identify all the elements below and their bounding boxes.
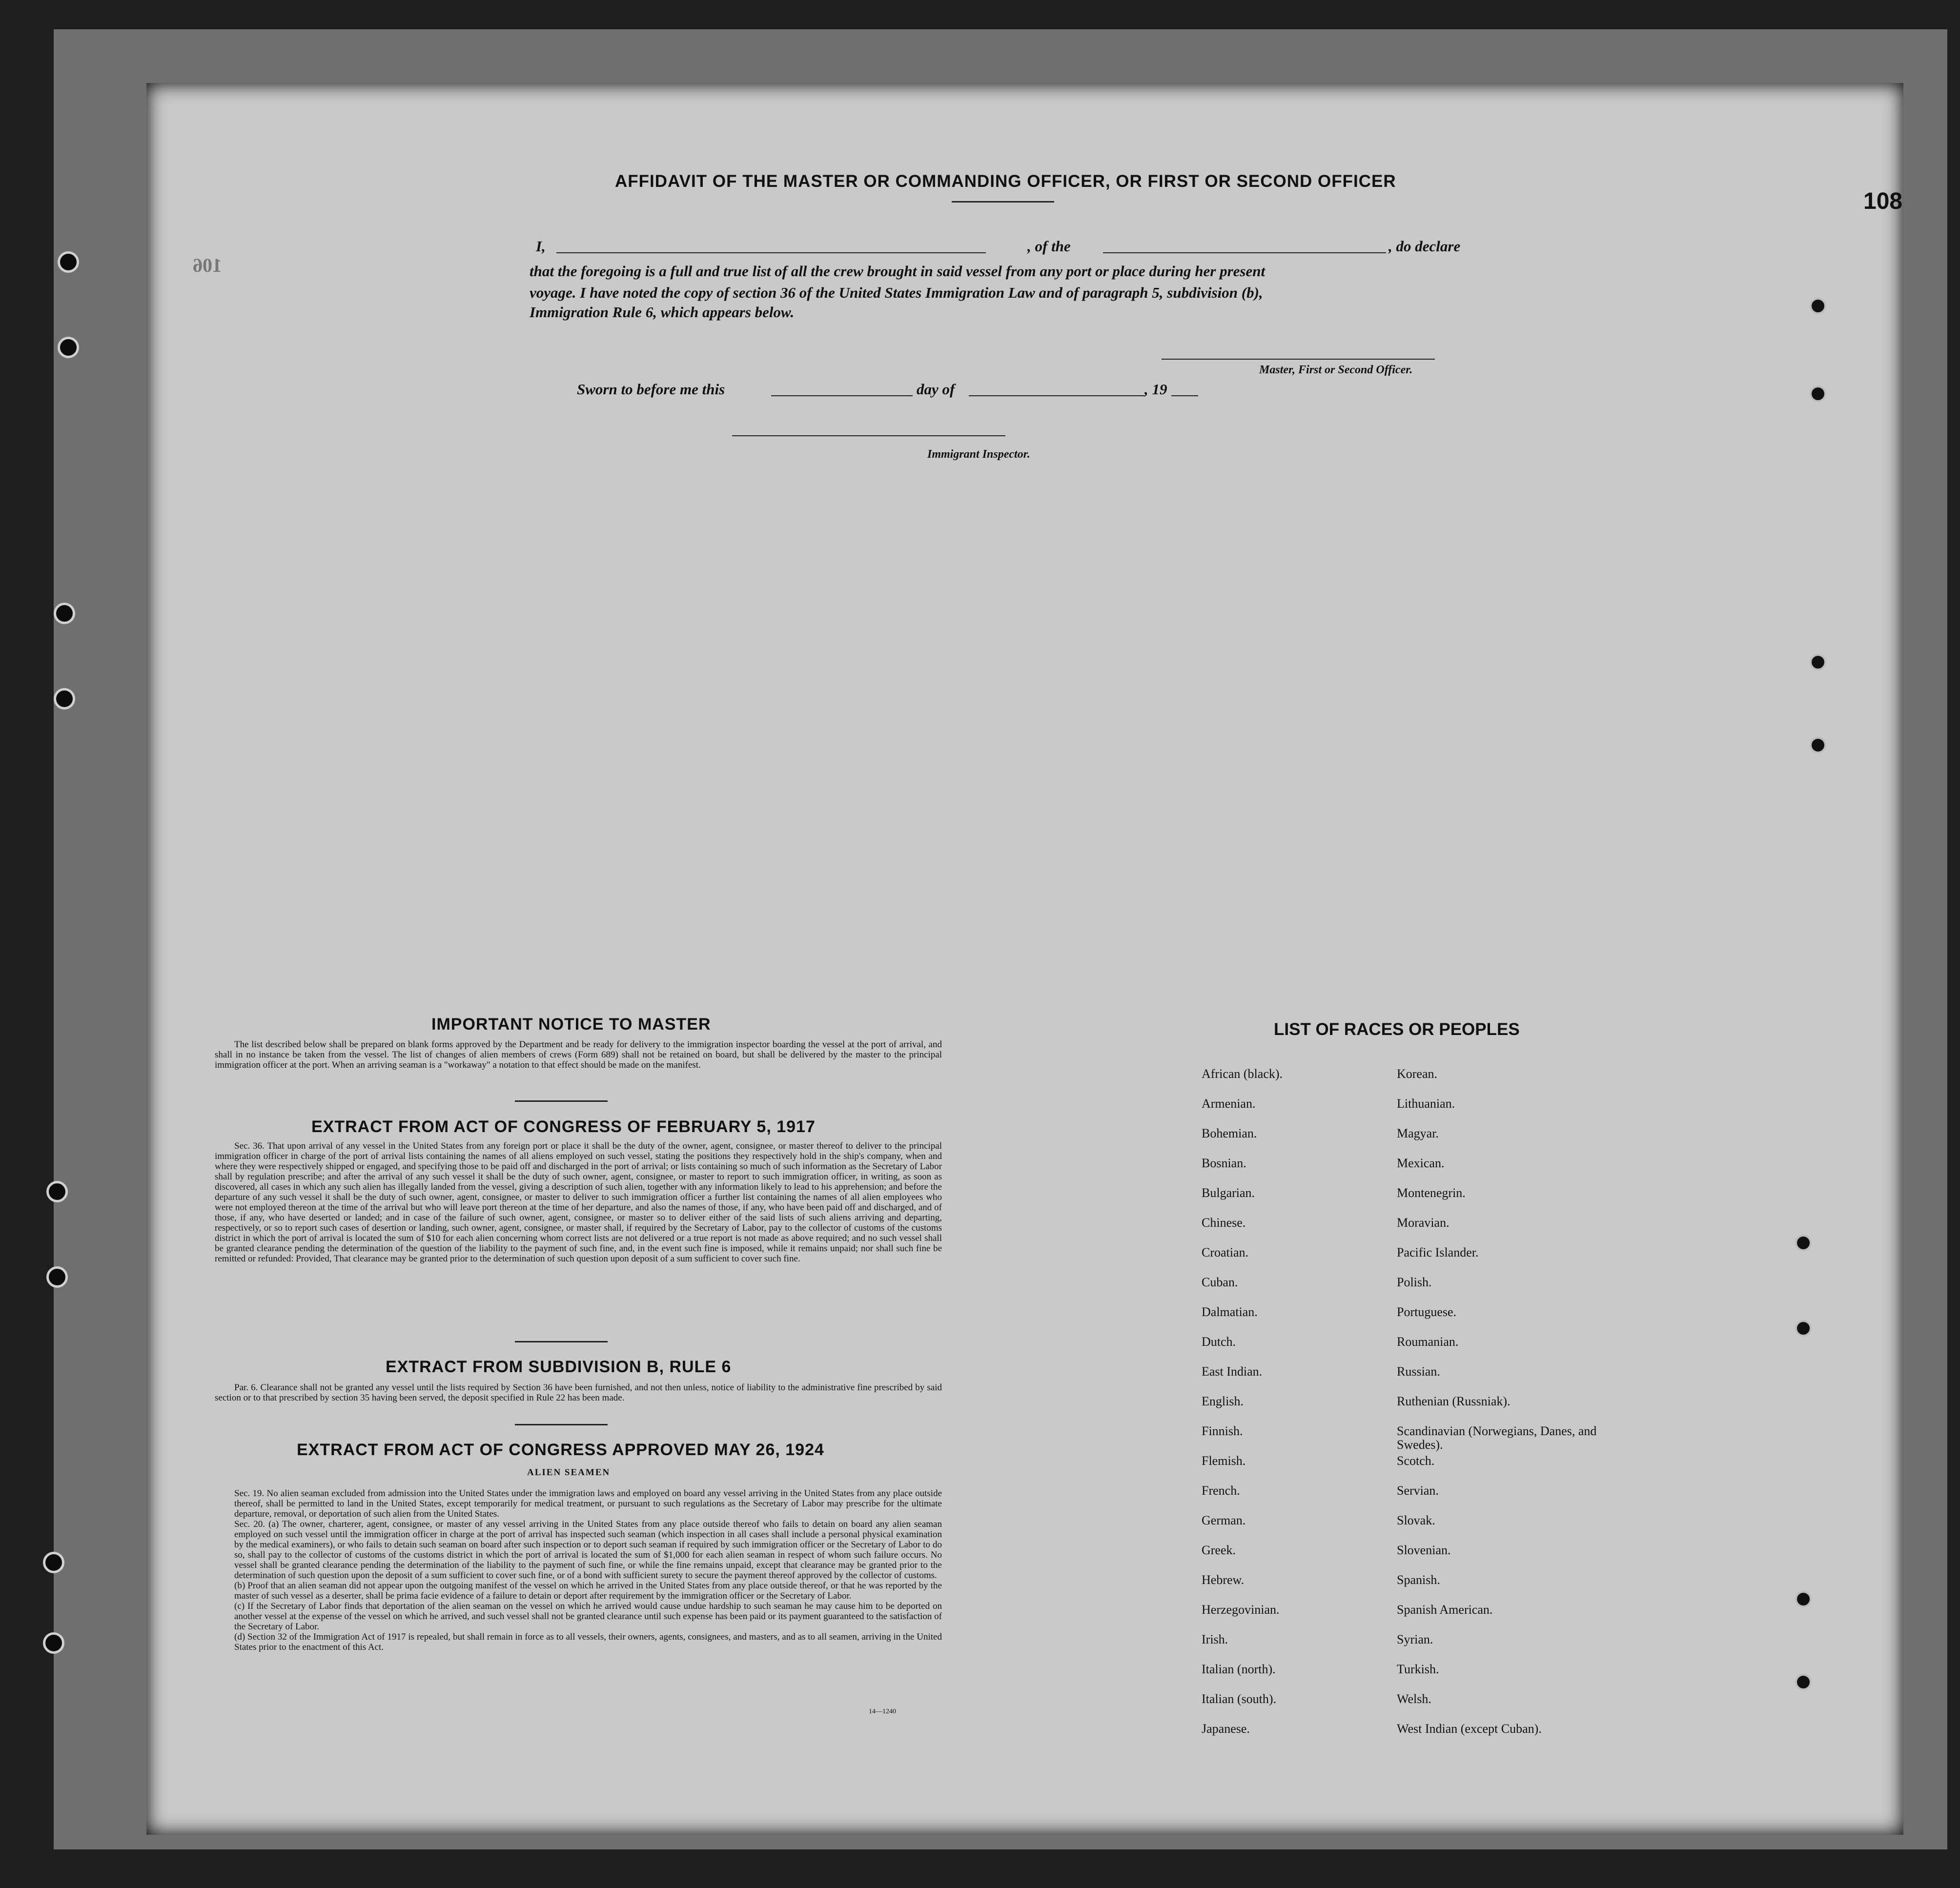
race-item: Herzegovinian. bbox=[1202, 1603, 1280, 1617]
race-item: Greek. bbox=[1202, 1543, 1236, 1557]
edge-hole bbox=[1810, 386, 1826, 402]
master-signature-line bbox=[1162, 359, 1435, 360]
race-item: Polish. bbox=[1397, 1275, 1432, 1289]
form-code: 14—1240 bbox=[869, 1708, 896, 1715]
sec-20c-paragraph: (c) If the Secretary of Labor finds that deportation of the alien seaman on the vessel on which he arrived would cause undue hardship to such seaman he may cause him to be deported on another vessel at the expense of the vessel on which he arrived, and such vessel shall not be granted clearance until such expense has been paid or its payment guaranteed to the satisfaction of the Secretary of Labor. bbox=[234, 1601, 942, 1632]
section-divider bbox=[515, 1100, 608, 1102]
master-signature-label: Master, First or Second Officer. bbox=[1259, 364, 1413, 376]
extract-1917-body: Sec. 36. That upon arrival of any vessel in the United States from any foreign port or place it shall be the duty of the owner, agent, consignee, or master thereof to deliver to the principal immigration officer in charge of the port of arrival lists containing the names of all aliens employed on such vessel, stating the positions they respectively hold in the ship's company, when and where they were respectively shipped or engaged, and specifying those to be paid off and discharged in the port of arrival; or lists containing so much of such information as the Secretary of Labor shall by regulation prescribe; and after the arrival of any such vessel it shall be the duty of such owner, agent, consignee, or master to report to such immigration officer, in writing, as soon as discovered, all cases in which any such alien has illegally landed from the vessel, giving a description of such alien, together with any information likely to lead to his apprehension; and before the departure of any such vessel it shall be the duty of such owner, agent, consignee, or master to deliver to such immigration officer a further list containing the names of all alien employees who were not employed thereon at the time of the arrival but who will leave port thereon at the time of her departure, and also the names of those, if any, who have been paid off and discharged, and of those, if any, who have deserted or landed; and in case of the failure of such owner, agent, consignee, or master so to deliver either of the said lists of such aliens arriving and departing, respectively, or so to report such cases of desertion or landing, such owner, agent, consignee, or master shall, if required by the Secretary of Labor, pay to the collector of customs of the customs district in which the port of arrival is located the sum of $10 for each alien concerning whom correct lists are not delivered or a true report is not made as above required; and no such vessel shall be granted clearance pending the determination of the question of the liability to the payment of such fine, and, in the event such fine is imposed, while it remains unpaid; nor shall such fine be remitted or refunded: Provided, That clearance may be granted prior to the determination of such question upon deposit of a sum sufficient to cover such fine. bbox=[215, 1141, 942, 1264]
race-item: Slovenian. bbox=[1397, 1543, 1451, 1557]
extract-rule6-title: EXTRACT FROM SUBDIVISION B, RULE 6 bbox=[386, 1358, 732, 1376]
binder-hole bbox=[46, 1181, 68, 1202]
race-item: Syrian. bbox=[1397, 1632, 1433, 1646]
sworn-day-line bbox=[771, 395, 913, 396]
section-divider bbox=[515, 1424, 608, 1425]
races-right-column bbox=[1397, 1067, 1626, 1752]
binder-hole bbox=[43, 1632, 64, 1654]
inspector-signature-line bbox=[732, 435, 1005, 436]
race-item: Cuban. bbox=[1202, 1275, 1238, 1289]
race-item: English. bbox=[1202, 1394, 1244, 1408]
race-item: German. bbox=[1202, 1513, 1246, 1527]
sec-20b-paragraph: (b) Proof that an alien seaman did not appear upon the outgoing manifest of the vessel on which he arrived in the United States from any place outside thereof, or that he was reported by the master of such vessel as a deserter, shall be prima facie evidence of a failure to detain or deport after requirement by the immigration officer or the Secretary of Labor. bbox=[234, 1581, 942, 1601]
affidavit-title: AFFIDAVIT OF THE MASTER OR COMMANDING OFFICER, OR FIRST OR SECOND OFFICER bbox=[615, 172, 1396, 191]
page-number: 108 bbox=[1863, 188, 1903, 214]
sec-20a-paragraph: Sec. 20. (a) The owner, charterer, agent, consignee, or master of any vessel arriving in the United States from any place outside thereof who fails to detain on board any alien seaman employed on such vessel until the immigration officer in charge at the port of arrival has inspected such seaman (which inspection in all cases shall include a personal physical examination by the medical examiners), or who fails to detain such seaman on board after such inspection or to deport such seaman if required by such immigration officer or the Secretary of Labor to do so, shall pay to the collector of customs of the customs district in which the port of arrival is located the sum of $1,000 for each alien seaman in respect of whom such failure occurs. No vessel shall be granted clearance pending the determination of the liability to the payment of such fine, or while the fine remains unpaid, except that clearance may be granted prior to the determination of such question upon the deposit of a sum sufficient to cover such fine, or of a bond with sufficient surety to secure the payment thereof approved by the collector of customs. bbox=[234, 1519, 942, 1581]
extract-1917-title: EXTRACT FROM ACT OF CONGRESS OF FEBRUARY 5, 1917 bbox=[311, 1117, 816, 1136]
race-item: Russian. bbox=[1397, 1364, 1440, 1379]
sworn-prefix: Sworn to before me this bbox=[577, 381, 725, 398]
race-item: Welsh. bbox=[1397, 1692, 1431, 1706]
race-item: Bosnian. bbox=[1202, 1156, 1246, 1170]
binder-hole bbox=[54, 603, 75, 624]
race-item: Spanish American. bbox=[1397, 1603, 1493, 1617]
extract-1924-body bbox=[215, 1488, 942, 1652]
race-item: Lithuanian. bbox=[1397, 1096, 1455, 1111]
sec-20d-paragraph: (d) Section 32 of the Immigration Act of 1917 is repealed, but shall remain in force as to all vessels, their owners, agents, consignees, and masters, and as to all seamen, arriving in the United States prior to the enactment of this Act. bbox=[234, 1632, 942, 1652]
extract-1924-subtitle: ALIEN SEAMEN bbox=[527, 1467, 611, 1478]
title-underline bbox=[952, 201, 1054, 203]
binder-hole bbox=[58, 337, 79, 358]
race-item: Slovak. bbox=[1397, 1513, 1435, 1527]
edge-hole bbox=[1795, 1320, 1812, 1337]
race-item: Hebrew. bbox=[1202, 1573, 1245, 1587]
race-item: Armenian. bbox=[1202, 1096, 1256, 1111]
race-item: Spanish. bbox=[1397, 1573, 1440, 1587]
sworn-month-line bbox=[969, 395, 1144, 396]
binder-hole bbox=[43, 1552, 64, 1573]
inspector-signature-label: Immigrant Inspector. bbox=[927, 448, 1030, 461]
race-item: Japanese. bbox=[1202, 1722, 1250, 1736]
race-item: Roumanian. bbox=[1397, 1335, 1459, 1349]
sec-19-paragraph: Sec. 19. No alien seaman excluded from admission into the United States under the immigration laws and employed on board any vessel arriving in the United States from any place outside thereof, shall be permitted to land in the United States, except temporarily for medical treatment, or pursuant to such regulations as the Secretary of Labor may prescribe for the ultimate departure, removal, or deportation of such alien from the United States. bbox=[234, 1488, 942, 1519]
binder-hole bbox=[46, 1266, 68, 1288]
extract-rule6-body: Par. 6. Clearance shall not be granted any vessel until the lists required by Section 36 have been furnished, and not then unless, notice of liability to the administrative fine prescribed by said section or to that prescribed by section 35 having been served, the deposit specified in Rule 22 has been made. bbox=[215, 1382, 942, 1403]
sworn-day-of: day of bbox=[917, 381, 955, 398]
edge-hole bbox=[1810, 737, 1826, 753]
race-item: Moravian. bbox=[1397, 1216, 1450, 1230]
edge-hole bbox=[1795, 1674, 1812, 1690]
race-item: Ruthenian (Russniak). bbox=[1397, 1394, 1511, 1408]
race-item: Magyar. bbox=[1397, 1126, 1439, 1140]
declaration-line-4: Immigration Rule 6, which appears below. bbox=[530, 304, 795, 321]
race-item: Flemish. bbox=[1202, 1454, 1246, 1468]
race-item: Mexican. bbox=[1397, 1156, 1445, 1170]
bleed-through-number: 106 bbox=[193, 254, 222, 276]
binder-hole bbox=[54, 688, 75, 710]
notice-body: The list described below shall be prepared on blank forms approved by the Department and be ready for delivery to the immigration inspector boarding the vessel at the port of arrival, and shall in no instance be taken from the vessel. The list of changes of alien members of crews (Form 689) shall not be retained on board, but shall be delivered by the master to the principal immigration officer at the port. When an arriving seaman is a "workaway" a notation to that effect should be made on the manifest. bbox=[215, 1039, 942, 1070]
race-item: Korean. bbox=[1397, 1067, 1438, 1081]
vessel-of-the: , of the bbox=[1027, 238, 1071, 255]
race-item: Irish. bbox=[1202, 1632, 1228, 1646]
declaration-line-3: voyage. I have noted the copy of section 36 of the United States Immigration Law and of paragraph 5, subdivision (b), bbox=[530, 284, 1263, 301]
race-item: Pacific Islander. bbox=[1397, 1245, 1479, 1259]
race-item: Italian (south). bbox=[1202, 1692, 1277, 1706]
edge-hole bbox=[1795, 1591, 1812, 1607]
sworn-year: , 19 bbox=[1144, 381, 1167, 398]
race-item: Portuguese. bbox=[1397, 1305, 1457, 1319]
race-item: French. bbox=[1202, 1483, 1240, 1498]
race-item: West Indian (except Cuban). bbox=[1397, 1722, 1542, 1736]
declarant-prefix: I, bbox=[536, 238, 546, 255]
vessel-name-line bbox=[1103, 252, 1386, 253]
notice-title: IMPORTANT NOTICE TO MASTER bbox=[431, 1015, 711, 1034]
race-item: Bulgarian. bbox=[1202, 1186, 1255, 1200]
race-item: Dutch. bbox=[1202, 1335, 1236, 1349]
race-item: East Indian. bbox=[1202, 1364, 1263, 1379]
race-item: Montenegrin. bbox=[1397, 1186, 1466, 1200]
race-item: Turkish. bbox=[1397, 1662, 1439, 1676]
race-item: African (black). bbox=[1202, 1067, 1283, 1081]
edge-hole bbox=[1795, 1235, 1812, 1251]
races-left-column bbox=[1202, 1067, 1387, 1752]
binder-hole bbox=[58, 251, 79, 273]
race-item: Bohemian. bbox=[1202, 1126, 1257, 1140]
declarant-name-line bbox=[556, 252, 986, 253]
edge-hole bbox=[1810, 654, 1826, 670]
race-item: Finnish. bbox=[1202, 1424, 1243, 1438]
race-item: Italian (north). bbox=[1202, 1662, 1276, 1676]
edge-hole bbox=[1810, 298, 1826, 314]
do-declare: , do declare bbox=[1388, 238, 1461, 255]
sworn-year-line bbox=[1171, 395, 1198, 396]
race-item: Scotch. bbox=[1397, 1454, 1435, 1468]
races-title: LIST OF RACES OR PEOPLES bbox=[1274, 1020, 1520, 1039]
race-item: Chinese. bbox=[1202, 1216, 1246, 1230]
race-item: Croatian. bbox=[1202, 1245, 1249, 1259]
declaration-line-2: that the foregoing is a full and true list of all the crew brought in said vessel from any port or place during her present bbox=[530, 263, 1266, 280]
extract-1924-title: EXTRACT FROM ACT OF CONGRESS APPROVED MAY 26, 1924 bbox=[297, 1441, 824, 1459]
race-item: Scandinavian (Norwegians, Danes, and Swedes). bbox=[1397, 1424, 1597, 1452]
race-item: Dalmatian. bbox=[1202, 1305, 1258, 1319]
race-item: Servian. bbox=[1397, 1483, 1439, 1498]
section-divider bbox=[515, 1341, 608, 1342]
